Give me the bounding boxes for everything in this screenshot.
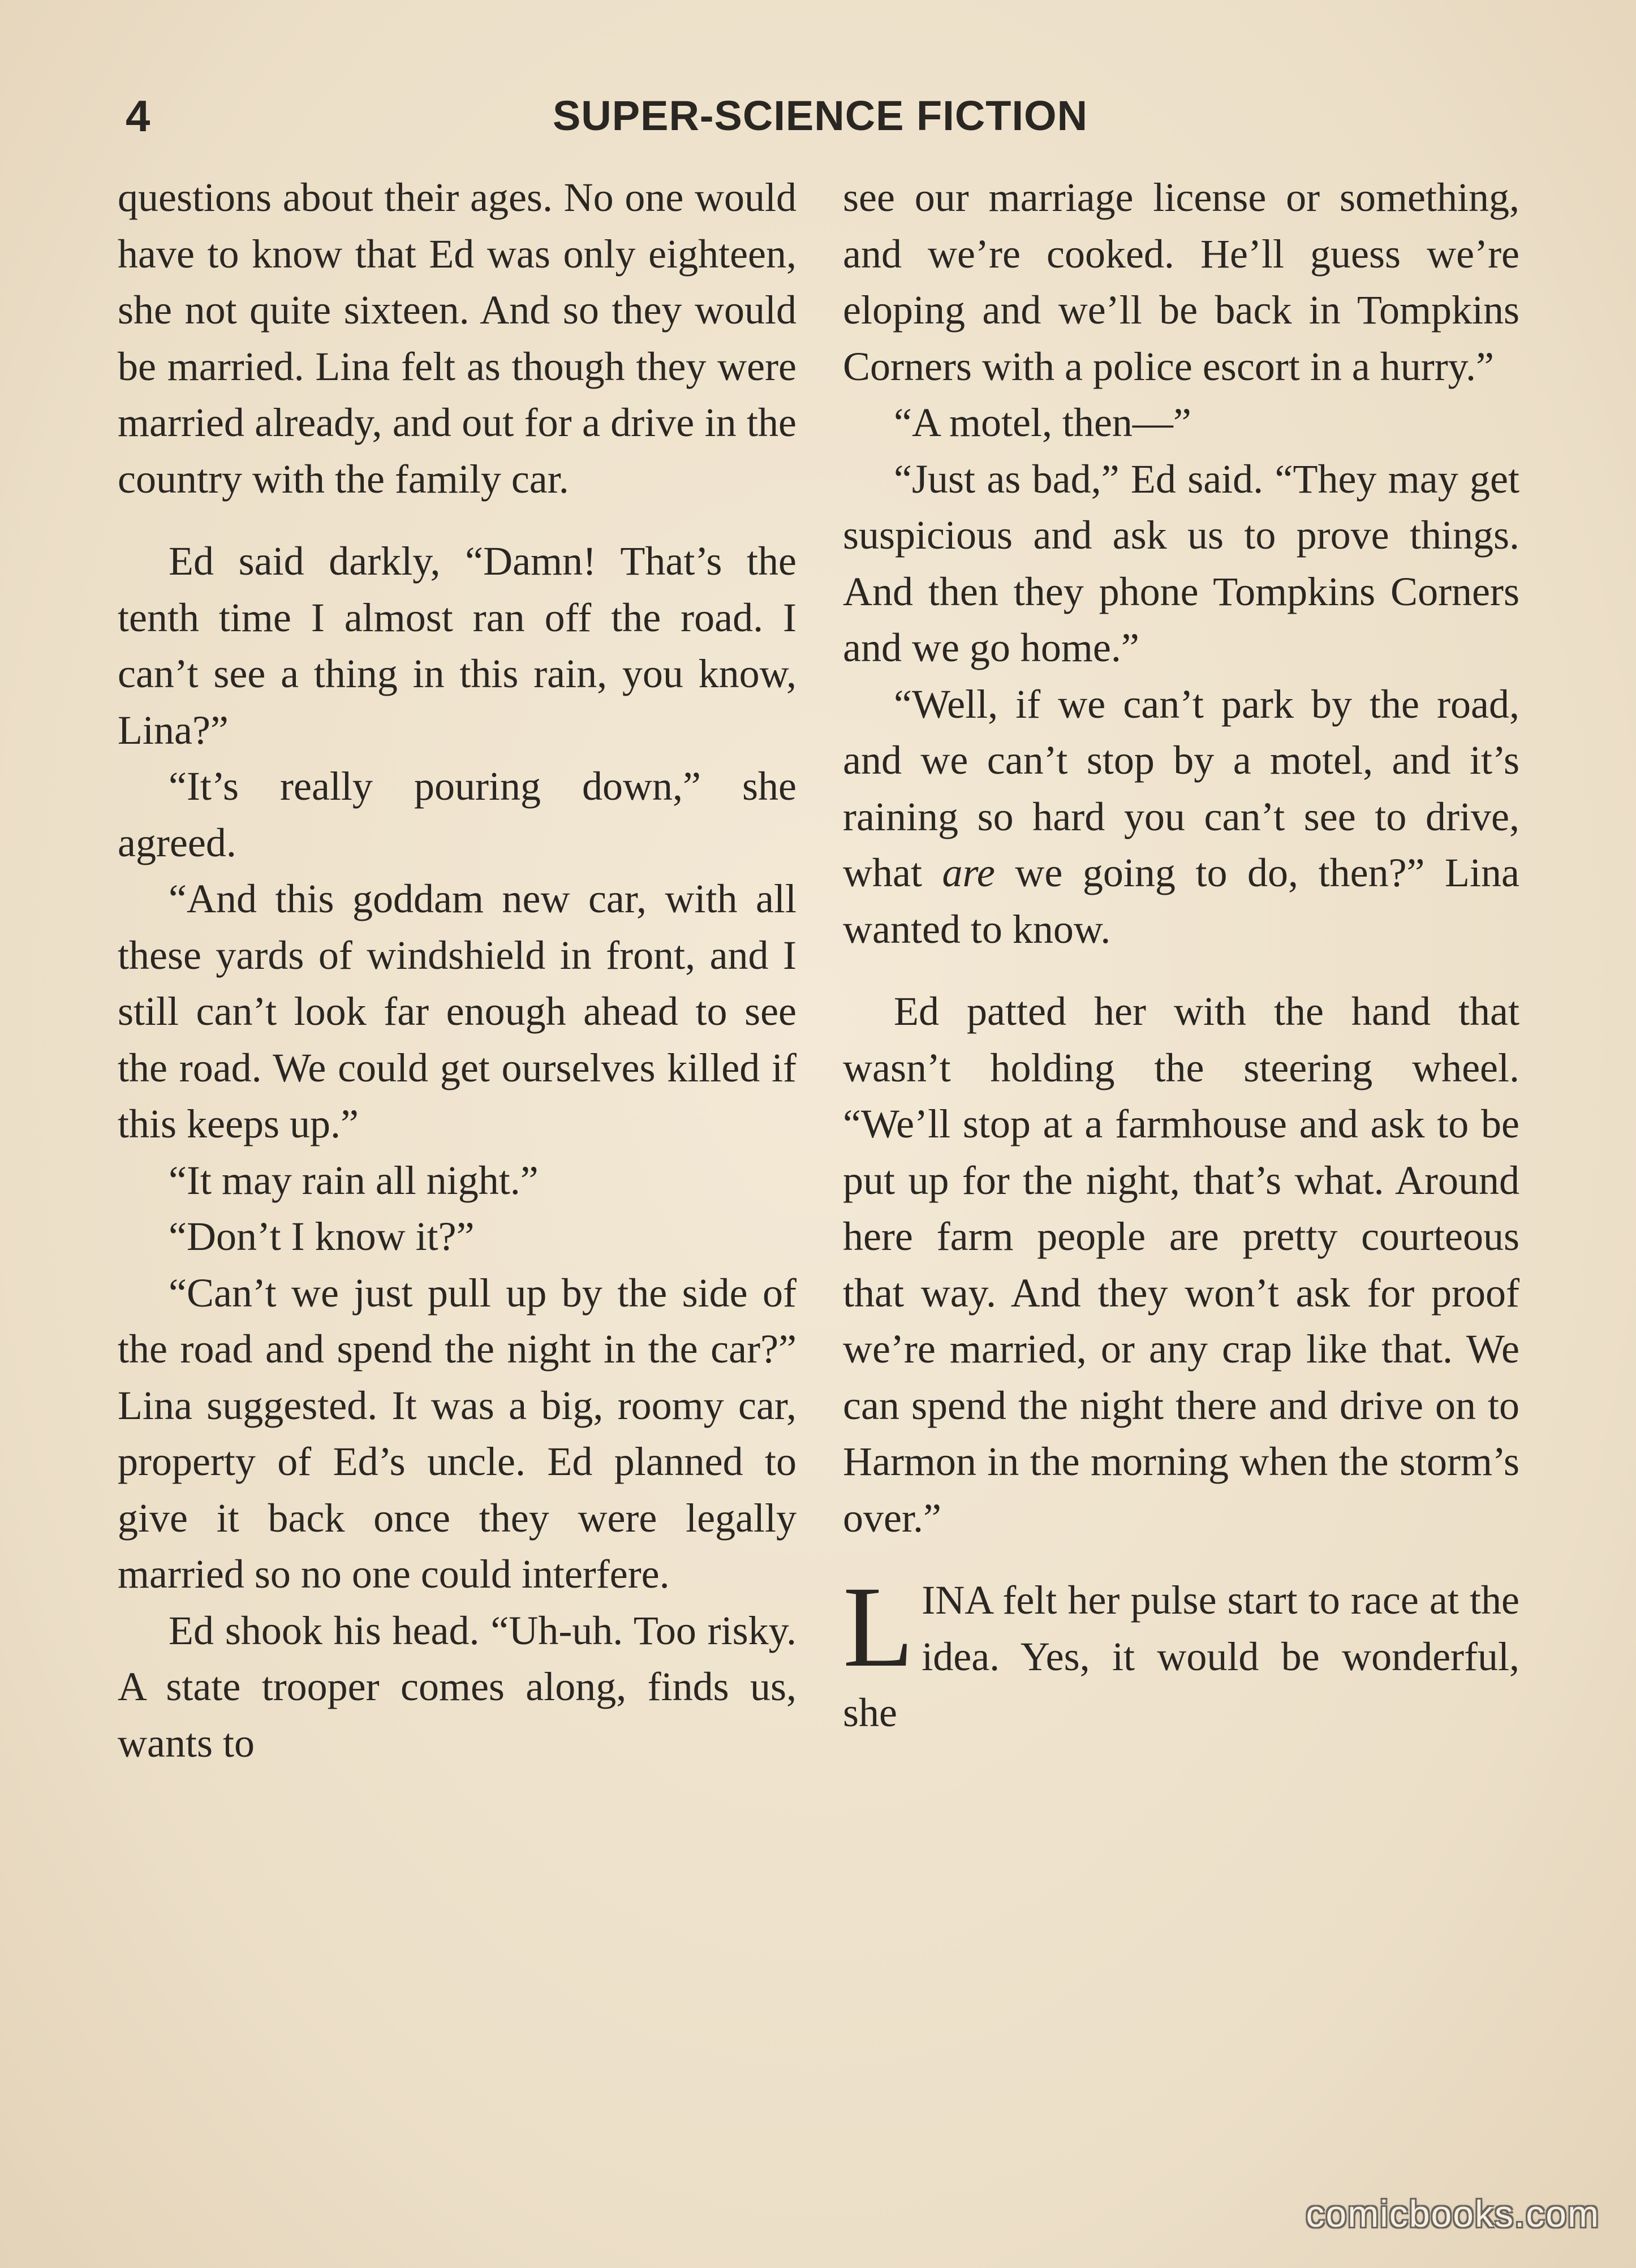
- right-column: [843, 170, 1519, 1741]
- watermark: comicbooks.com: [1306, 2193, 1600, 2235]
- paragraph-text: “Well, if we can’t park by the road, and we can’t stop by a motel, and it’s raining so hard you can’t see to drive, what: [843, 681, 1519, 895]
- left-column: [118, 170, 797, 1771]
- paragraph: “Don’t I know it?”: [169, 1214, 475, 1259]
- paragraph: “It’s really pouring down,” she agreed.: [118, 764, 797, 865]
- paragraph: “And this goddam new car, with all these yards of windshield in front, and I still can’t look far enough ahead to see the road. We could get ourselves killed if this keeps up.”: [118, 876, 797, 1146]
- paragraph: “A motel, then—”: [894, 400, 1191, 445]
- drop-cap: L: [843, 1563, 914, 1691]
- paragraph-text: INA felt her pulse start to race at the idea. Yes, it would be wonderful, she: [843, 1577, 1519, 1735]
- paragraph: Ed shook his head. “Uh-uh. Too risky. A state trooper comes along, finds us, wants to: [118, 1607, 797, 1766]
- paragraph: Ed patted her with the hand that wasn’t holding the steering wheel. “We’ll stop at a farmhouse and ask to be put up for the night, that’s what. Around here farm people are pretty courteous that way. And they won’t ask for proof we’re married, or any crap like that. We can spend the night there and drive on to Harmon in the morning when the storm’s over.”: [843, 989, 1519, 1541]
- section-start-paragraph: [843, 1563, 1519, 1741]
- paragraph: [843, 676, 1519, 958]
- paragraph-text: we going to do, then?” Lina wanted to know.: [843, 850, 1519, 952]
- page-number: 4: [126, 91, 150, 141]
- running-title: SUPER-SCIENCE FICTION: [552, 92, 1088, 139]
- paragraph: “Just as bad,” Ed said. “They may get suspicious and ask us to prove things. And then they phone Tompkins Corners and we go home.”: [843, 456, 1519, 670]
- paragraph: “Can’t we just pull up by the side of the road and spend the night in the car?” Lina suggested. It was a big, roomy car, property of Ed’s uncle. Ed planned to give it back once they were legally married so no one could interfere.: [118, 1270, 797, 1597]
- paragraph: see our marriage license or something, and we’re cooked. He’ll guess we’re eloping and we’ll be back in Tompkins Corners with a police escort in a hurry.”: [843, 175, 1519, 389]
- page-header: [0, 85, 1636, 147]
- emphasis: are: [942, 850, 995, 895]
- paragraph: Ed said darkly, “Damn! That’s the tenth time I almost ran off the road. I can’t see a thing in this rain, you know, Lina?”: [118, 538, 797, 753]
- paragraph: “It may rain all night.”: [169, 1157, 539, 1203]
- paragraph: questions about their ages. No one would have to know that Ed was only eighteen, she not quite sixteen. And so they would be married. Lina felt as though they were married already, and out for a drive in the country with the family car.: [118, 175, 797, 502]
